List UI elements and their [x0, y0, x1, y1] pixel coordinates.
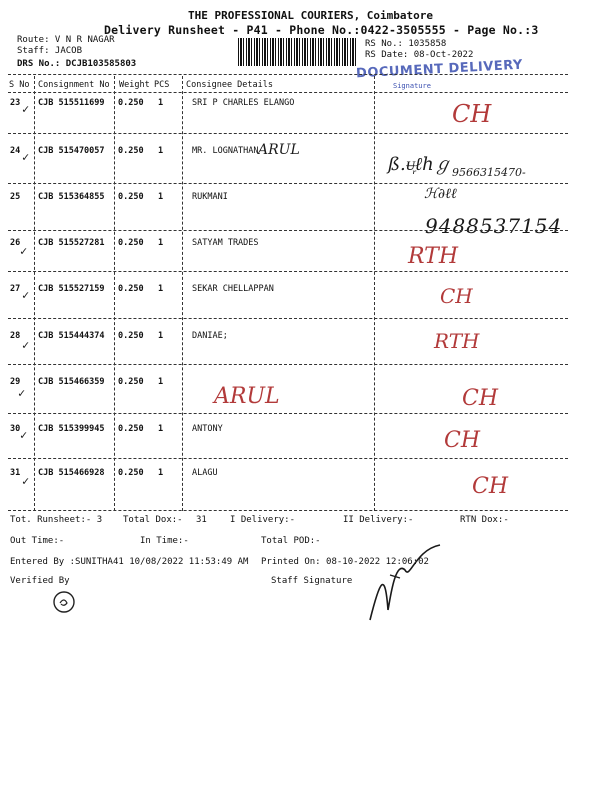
check-tick-icon: ✓	[22, 288, 30, 302]
row-sno: 29	[10, 377, 21, 387]
row-consignment: CJB 515511699	[38, 98, 105, 108]
rtn-dox: RTN Dox:-	[460, 515, 509, 525]
table-bottom-rule	[8, 510, 568, 511]
row-consignee: MR. LOGNATHAN	[192, 146, 259, 156]
row-weight: 0.250	[118, 331, 144, 341]
route-label: Route: V N R NAGAR	[17, 35, 115, 45]
row-consignment: CJB 515470057	[38, 146, 105, 156]
row-divider	[8, 318, 568, 319]
row-divider	[8, 183, 568, 184]
row-weight: 0.250	[118, 98, 144, 108]
row-weight: 0.250	[118, 146, 144, 156]
row-status-mark: CH	[462, 386, 499, 411]
staff-signature-icon	[350, 540, 450, 625]
recipient-signature: ℋ∂ℓℓ	[424, 186, 457, 202]
check-tick-icon: ✓	[22, 338, 30, 352]
row-status-mark: CH	[440, 284, 473, 308]
row-status-mark: CH	[472, 474, 509, 499]
row-divider	[8, 458, 568, 459]
col-header-consignee: Consignee Details	[186, 80, 273, 90]
row-pcs: 1	[158, 238, 164, 248]
row-pcs: 1	[158, 192, 164, 202]
row-consignment: CJB 515527281	[38, 238, 105, 248]
rs-date: RS Date: 08-Oct-2022	[365, 50, 474, 60]
runsheet-subtitle: Delivery Runsheet - P41 - Phone No.:0422-3505555 - Page No.:3	[104, 23, 539, 37]
row-sno: 27	[10, 284, 21, 294]
column-divider	[34, 76, 35, 511]
stamp-signature-label: Signature	[393, 82, 431, 90]
row-handwritten-note: ARUL	[258, 142, 300, 158]
row-weight: 0.250	[118, 238, 144, 248]
printed-on: Printed On: 08-10-2022 12:06:02	[261, 557, 429, 567]
row-weight: 0.250	[118, 468, 144, 478]
row-sno: 28	[10, 331, 21, 341]
check-tick-icon: ✓	[20, 428, 28, 442]
column-divider	[374, 76, 375, 511]
ii-delivery: II Delivery:-	[343, 515, 414, 525]
check-tick-icon: ✓	[22, 474, 30, 488]
col-header-sno: S No	[9, 80, 30, 90]
rs-number: RS No.: 1035858	[365, 39, 447, 49]
row-consignee: SRI P CHARLES ELANGO	[192, 98, 295, 108]
row-weight: 0.250	[118, 192, 144, 202]
row-divider	[8, 413, 568, 414]
row-phone: 9488537154	[425, 214, 563, 238]
col-header-weight: Weight	[119, 80, 150, 90]
row-pcs: 1	[158, 424, 164, 434]
header-bottom-rule	[8, 92, 568, 93]
row-status-mark: CH	[444, 428, 481, 453]
initial-mark-icon	[50, 588, 80, 618]
total-dox-label: Total Dox:-	[123, 515, 183, 525]
row-consignment: CJB 515527159	[38, 284, 105, 294]
column-divider	[114, 76, 115, 511]
row-sno: 31	[10, 468, 21, 478]
row-weight: 0.250	[118, 284, 144, 294]
barcode	[238, 38, 356, 66]
column-divider	[182, 76, 183, 511]
row-pcs: 1	[158, 146, 164, 156]
row-sno: 30	[10, 424, 21, 434]
row-divider	[8, 133, 568, 134]
row-pcs: 1	[158, 331, 164, 341]
row-consignment: CJB 515466359	[38, 377, 105, 387]
row-divider	[8, 364, 568, 365]
row-consignee: SEKAR CHELLAPPAN	[192, 284, 274, 294]
row-divider	[8, 230, 568, 231]
check-tick-icon: ✓	[18, 386, 26, 400]
company-title: THE PROFESSIONAL COURIERS, Coimbatore	[188, 9, 434, 22]
recipient-signature: ß.ᵾ᷊ℓℎℊ	[388, 154, 452, 175]
row-pcs: 1	[158, 284, 164, 294]
verified-by: Verified By	[10, 576, 70, 586]
row-phone: 9566315470-	[452, 166, 526, 179]
out-time: Out Time:-	[10, 536, 65, 546]
row-handwritten-note: ARUL	[214, 384, 280, 409]
check-tick-icon: ✓	[20, 244, 28, 258]
col-header-consignment: Consignment No	[38, 80, 110, 90]
row-status-mark: CH	[452, 100, 492, 128]
total-dox-value: 31	[196, 515, 207, 525]
entered-by: Entered By :SUNITHA41 10/08/2022 11:53:49 AM	[10, 557, 249, 567]
check-tick-icon: ✓	[22, 102, 30, 116]
row-weight: 0.250	[118, 377, 144, 387]
row-consignment: CJB 515364855	[38, 192, 105, 202]
row-consignee: ANTONY	[192, 424, 223, 434]
row-consignee: ALAGU	[192, 468, 218, 478]
row-consignee: SATYAM TRADES	[192, 238, 259, 248]
check-tick-icon: ✓	[22, 150, 30, 164]
row-sno: 24	[10, 146, 21, 156]
row-pcs: 1	[158, 377, 164, 387]
row-sno: 25	[10, 192, 21, 202]
table-top-rule	[8, 74, 568, 75]
row-divider	[8, 271, 568, 272]
row-consignee: RUKMANI	[192, 192, 228, 202]
total-pod: Total POD:-	[261, 536, 321, 546]
row-sno: 26	[10, 238, 21, 248]
row-weight: 0.250	[118, 424, 144, 434]
row-consignee: DANIAE;	[192, 331, 228, 341]
row-status-mark: RTH	[434, 329, 480, 353]
row-pcs: 1	[158, 98, 164, 108]
total-runsheet: Tot. Runsheet:- 3	[10, 515, 103, 525]
staff-label: Staff: JACOB	[17, 46, 83, 56]
row-status-mark: RTH	[408, 244, 459, 269]
col-header-pcs: PCS	[154, 80, 170, 90]
row-sno: 23	[10, 98, 21, 108]
row-pcs: 1	[158, 468, 164, 478]
in-time: In Time:-	[140, 536, 189, 546]
row-consignment: CJB 515444374	[38, 331, 105, 341]
staff-signature-label: Staff Signature	[271, 576, 353, 586]
row-consignment: CJB 515399945	[38, 424, 105, 434]
drs-number: DRS No.: DCJB103585803	[17, 59, 137, 69]
i-delivery: I Delivery:-	[230, 515, 296, 525]
document-delivery-stamp: DOCUMENT DELIVERY	[355, 57, 524, 82]
row-consignment: CJB 515466928	[38, 468, 105, 478]
